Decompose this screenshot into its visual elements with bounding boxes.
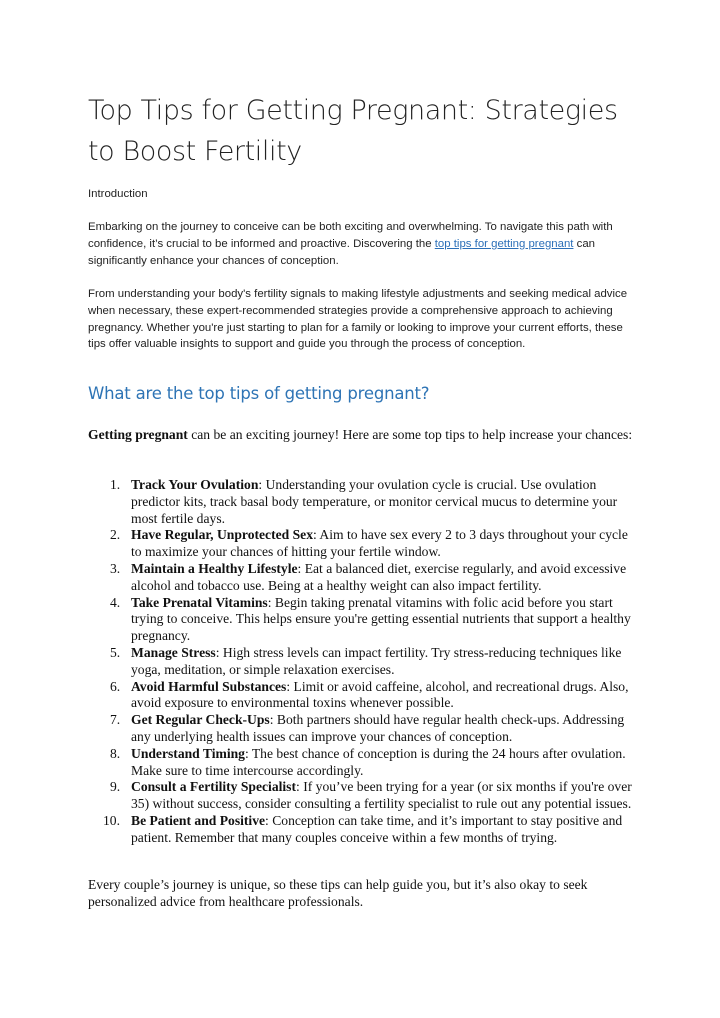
intro-label: Introduction [88, 188, 148, 200]
top-tips-link[interactable]: top tips for getting pregnant [434, 237, 574, 250]
tip-title: Have Regular, Unprotected Sex [131, 527, 313, 543]
tip-text: : The best chance of conception is during the 24 hours after ovulation. Make sure to time intercourse accordingly. [131, 745, 626, 778]
tip-title: Consult a Fertility Specialist [131, 779, 297, 795]
list-number: 7. [110, 712, 121, 728]
list-item [88, 477, 636, 527]
tip-title: Get Regular Check-Ups [131, 712, 270, 728]
list-number: 1. [110, 477, 121, 492]
list-number: 4. [110, 594, 121, 610]
intro-p1-after: can significantly enhance your chances of conception. [88, 237, 595, 267]
tip-title: Track Your Ovulation [131, 477, 259, 492]
tips-list [88, 477, 636, 847]
tip-text: : High stress levels can impact fertility. Try stress-reducing techniques like yoga, meditation, or simple relaxation exercises. [131, 644, 622, 677]
list-number: 9. [110, 779, 121, 795]
tip-text: : Understanding your ovulation cycle is crucial. Use ovulation predictor kits, track basal body temperature, or monitor cervical mucus to determine your most fertile days. [131, 477, 618, 526]
tip-text: : Aim to have sex every 2 to 3 days throughout your cycle to maximize your chances of hitting your fertile window. [131, 527, 628, 560]
list-item [88, 645, 636, 679]
list-item [88, 561, 636, 595]
tip-title: Maintain a Healthy Lifestyle [131, 560, 298, 576]
tip-title: Understand Timing [131, 745, 245, 761]
list-number: 8. [110, 745, 121, 761]
list-item [88, 712, 636, 746]
list-item [88, 595, 636, 645]
tip-text: : If you’ve been trying for a year (or six months if you're over 35) without success, consider consulting a fertility specialist to rule out any potential issues. [131, 779, 632, 812]
list-number: 6. [110, 678, 121, 694]
list-item [88, 779, 636, 813]
tip-title: Avoid Harmful Substances [131, 678, 287, 694]
intro-p1-before: Embarking on the journey to conceive can be both exciting and overwhelming. To navigate this path with confidence, it’s crucial to be informed and proactive. Discovering the [88, 221, 613, 250]
tip-title: Manage Stress [131, 644, 216, 660]
tip-text: : Begin taking prenatal vitamins with folic acid before you start trying to conceive. This helps ensure you're getting essential nutrients that support a healthy pregnancy. [131, 594, 631, 644]
list-item [88, 746, 636, 780]
lead-rest: can be an exciting journey! Here are some top tips to help increase your chances: [187, 427, 633, 442]
list-number: 2. [110, 527, 121, 543]
tip-text: : Both partners should have regular health check-ups. Addressing any underlying health issues can improve your chances of conception. [131, 712, 625, 744]
list-number: 5. [110, 644, 121, 660]
list-number: 3. [110, 560, 121, 576]
tip-title: Be Patient and Positive [131, 812, 266, 828]
list-item [88, 813, 636, 847]
tip-title: Take Prenatal Vitamins [131, 594, 268, 610]
tip-text: : Limit or avoid caffeine, alcohol, and recreational drugs. Also, avoid exposure to environmental toxins whenever possible. [131, 678, 629, 711]
tip-text: : Conception can take time, and it’s important to stay positive and patient. Remember that many couples conceive within a few months of trying. [131, 812, 623, 845]
list-number: 10. [103, 812, 120, 828]
closing-paragraph: Every couple’s journey is unique, so these tips can help guide you, but it’s also okay to seek personalized advice from healthcare professionals. [88, 877, 588, 909]
list-item [88, 679, 636, 713]
intro-paragraph-1 [88, 219, 636, 269]
tip-text: : Eat a balanced diet, exercise regularly, and avoid excessive alcohol and tobacco use. Being at a healthy weight can also impact fertility. [131, 560, 627, 593]
lead-bold: Getting pregnant [88, 427, 188, 442]
list-item [88, 527, 636, 561]
lead-paragraph [88, 427, 636, 444]
page-title: Top Tips for Getting Pregnant: Strategies to Boost Fertility [88, 95, 618, 167]
intro-paragraph-2: From understanding your body's fertility signals to making lifestyle adjustments and seeking medical advice when necessary, these expert-recommended strategies provide a comprehensive approach to achieving pregnancy. Whether you're just starting to plan for a family or looking to improve your current efforts, these tips offer valuable insights to support and guide you through the process of conception. [88, 288, 628, 351]
section-heading: What are the top tips of getting pregnant? [88, 384, 430, 403]
